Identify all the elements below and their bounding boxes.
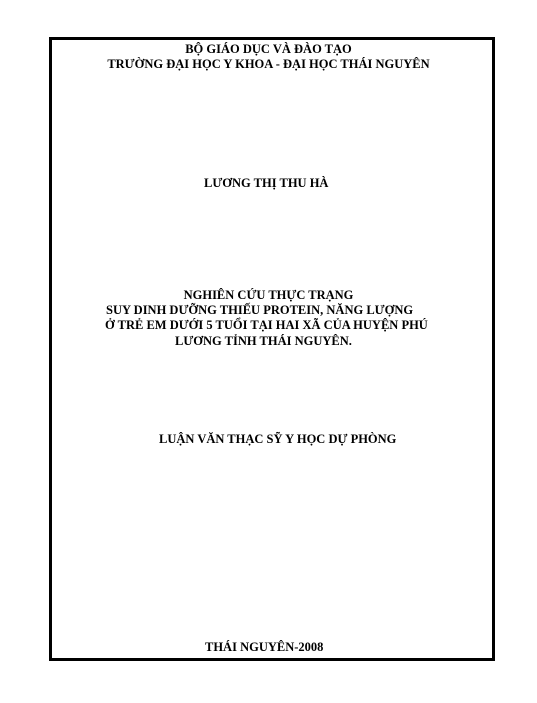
thesis-title-line-3: Ở TRẺ EM DƯỚI 5 TUỔI TẠI HAI XÃ CỦA HUYỆN PHÚ <box>105 318 428 332</box>
place-and-year: THÁI NGUYÊN-2008 <box>205 640 324 654</box>
author-name: LƯƠNG THỊ THU HÀ <box>204 176 329 190</box>
ministry-header: BỘ GIÁO DỤC VÀ ĐÀO TẠO <box>185 42 352 56</box>
thesis-title-line-1: NGHIÊN CỨU THỰC TRẠNG <box>183 288 354 302</box>
degree-label: LUẬN VĂN THẠC SỸ Y HỌC DỰ PHÒNG <box>159 432 397 446</box>
university-header: TRƯỜNG ĐẠI HỌC Y KHOA - ĐẠI HỌC THÁI NGUYÊN <box>107 57 430 71</box>
thesis-title-line-4: LƯƠNG TỈNH THÁI NGUYÊN. <box>175 334 352 348</box>
thesis-title-line-2: SUY DINH DƯỠNG THIẾU PROTEIN, NĂNG LƯỢNG <box>106 303 414 317</box>
page-border-frame <box>49 37 495 661</box>
